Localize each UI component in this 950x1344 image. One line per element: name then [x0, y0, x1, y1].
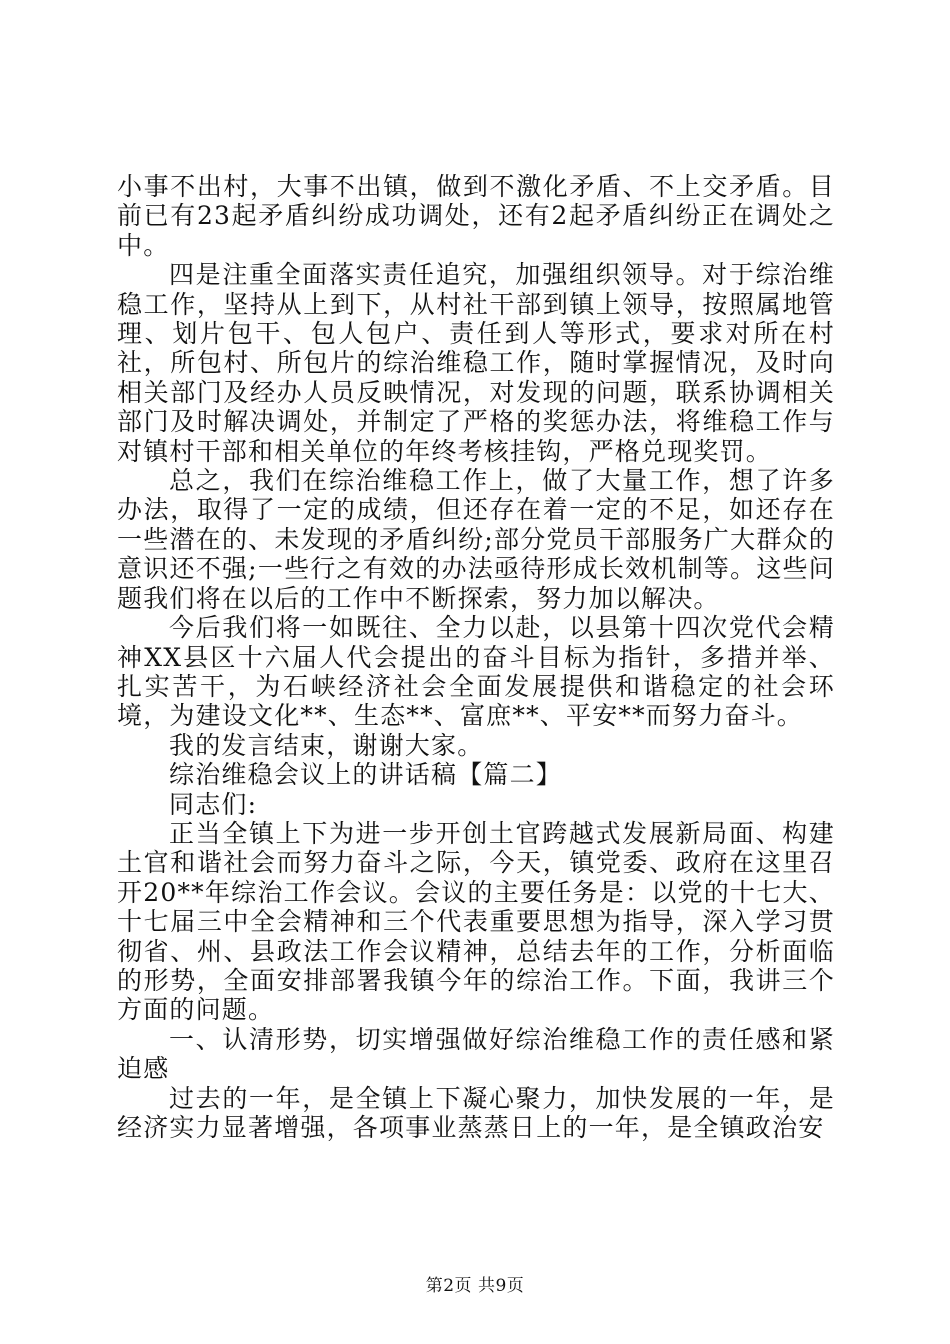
paragraph-summary: 总之，我们在综治维稳工作上，做了大量工作，想了许多办法，取得了一定的成绩，但还存在着一定的不足，如还存在一些潜在的、未发现的矛盾纠纷;部分党员干部服务广大群众的意识还不强;一些行之有效的办法亟待形成长效机制等。这些问题我们将在以后的工作中不断探索，努力加以解决。	[117, 466, 835, 613]
paragraph-responsibility: 四是注重全面落实责任追究，加强组织领导。对于综治维稳工作，坚持从上到下，从村社干部到镇上领导，按照属地管理、划片包干、包人包户、责任到人等形式，要求对所在村社，所包村、所包片的综治维稳工作，随时掌握情况，及时向相关部门及经办人员反映情况，对发现的问题，联系协调相关部门及时解决调处，并制定了严格的奖惩办法，将维稳工作与对镇村干部和相关单位的年终考核挂钩，严格兑现奖罚。	[117, 260, 835, 466]
document-body	[117, 172, 835, 1142]
paragraph-closing: 我的发言结束，谢谢大家。	[169, 730, 484, 760]
section-heading-one: 一、认清形势，切实增强做好综治维稳工作的责任感和紧迫感	[117, 1024, 835, 1084]
paragraph-past-year: 过去的一年，是全镇上下凝心聚力，加快发展的一年，是经济实力显著增强，各项事业蒸蒸日上的一年，是全镇政治安	[117, 1083, 835, 1142]
paragraph-introduction: 正当全镇上下为进一步开创土官跨越式发展新局面、构建土官和谐社会而努力奋斗之际，今天，镇党委、政府在这里召开20**年综治工作会议。会议的主要任务是：以党的十七大、十七届三中全会精神和三个代表重要思想为指导，深入学习贯彻省、州、县政法工作会议精神，总结去年的工作，分析面临的形势，全面安排部署我镇今年的综治工作。下面，我讲三个方面的问题。	[117, 818, 835, 1025]
salutation: 同志们:	[169, 789, 258, 819]
paragraph-outlook: 今后我们将一如既往、全力以赴，以县第十四次党代会精神XX县区十六届人代会提出的奋斗目标为指针，多措并举、扎实苦干，为石峡经济社会全面发展提供和谐稳定的社会环境，为建设文化**、生态**、富庶**、平安**而努力奋斗。	[117, 613, 835, 731]
section-title: 综治维稳会议上的讲话稿【篇二】	[169, 760, 563, 790]
paragraph-continuation: 小事不出村，大事不出镇，做到不激化矛盾、不上交矛盾。目前已有23起矛盾纠纷成功调处，还有2起矛盾纠纷正在调处之中。	[117, 172, 835, 260]
page-number-footer: 第2页 共9页	[425, 1276, 525, 1296]
